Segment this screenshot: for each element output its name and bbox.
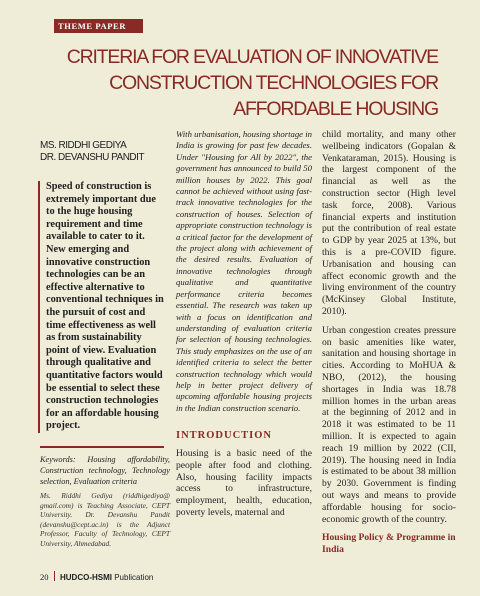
subsection-heading: Housing Policy & Programme in India: [322, 532, 456, 556]
body-column: [322, 129, 456, 556]
author-name: DR. DEVANSHU PANDIT: [40, 152, 145, 163]
body-paragraph: Urban congestion creates pressure on basic amenities like water, sanitation and housing shortage in cities. According to MoHUA & NBO, (2012), the housing shortages in India was 18.78 million homes in the urban areas at the beginning of 2012 and in 2018 it was estimated to be 11 million. It is expected to again reach 19 million by 2022 (CII, 2019). The housing need in India is estimated to be about 38 million by 2030. Government is finding out ways and means to provide affordable housing for socio-economic growth of the country.: [322, 324, 456, 525]
title-line-3: AFFORDABLE HOUSING: [233, 98, 438, 120]
article-title: [38, 44, 438, 122]
abstract: With urbanisation, housing shortage in India is growing for past few decades. Under "Housing for All by 2022", the government has announced to build 50 million houses by 2022. This goal cannot be achieved without using fast-track innovative technologies for the construction of houses. Selection of appropriate construction technology is a critical factor for the development of the project along with achievement of the desired results. Evaluation of innovative technologies through qualitative and quantitative performance criteria becomes essential. The research was taken up with a focus on identification and understanding of evaluation criteria for selection of housing technologies. This study emphasizes on the use of an identified criteria to select the better construction technology which would help in better project delivery of upcoming affordable housing projects in the Indian construction scenario.: [176, 129, 312, 413]
author-note: Ms. Riddhi Gediya (riddhigediya@ gmail.com) is Teaching Associate, CEPT University. Dr. Devanshu Pandit (devanshu@cept.ac.in) is the Adjunct Professor, Faculty of Technology, CEPT University, Ahmedabad.: [40, 491, 170, 548]
author-name: MS. RIDDHI GEDIYA: [40, 140, 127, 151]
introduction-text: Housing is a basic need of the people after food and clothing. Also, housing facility impacts access to infrastructure, employment, health, education, poverty levels, maternal and: [176, 448, 312, 518]
pull-quote-rule: [40, 446, 164, 448]
body-paragraph: child mortality, and many other wellbeing indicators (Gopalan & Venkataraman, 2015). Housing is the largest component of the financial as well as the construction sector (High level task force, 2008). Various financial experts and institution put the contribution of real estate to GDP by year 2025 at 13%, but this is a pre-COVID figure. Urbanisation and housing can affect economic growth and the living environment of the country (McKinsey Global Institute, 2010).: [322, 129, 456, 317]
title-line-2: CONSTRUCTION TECHNOLOGIES FOR: [109, 72, 438, 94]
publication-suffix: Publication: [112, 573, 154, 582]
author-list: [40, 140, 160, 164]
footer-divider: [54, 571, 56, 581]
publication-name: HUDCO-HSMI: [60, 573, 112, 582]
pull-quote: Speed of construction is extremely important due to the huge housing requirement and time available to cater to it. New emerging and innovative construction technologies can be an effective alternative to conventional techniques in the pursuit of cost and time effectiveness as well as from sustainability point of view. Evaluation through qualitative and quantitative factors would be essential to select these construction technologies for an affordable housing project.: [38, 181, 166, 433]
section-tag: THEME PAPER: [54, 19, 143, 33]
introduction-heading: INTRODUCTION: [176, 430, 273, 441]
page-footer: [40, 571, 153, 582]
page-number: 20: [40, 572, 49, 582]
title-line-1: CRITERIA FOR EVALUATION OF INNOVATIVE: [66, 46, 438, 68]
keywords: Keywords: Housing affordability, Construction technology, Technology selection, Evaluation criteria: [40, 455, 170, 486]
